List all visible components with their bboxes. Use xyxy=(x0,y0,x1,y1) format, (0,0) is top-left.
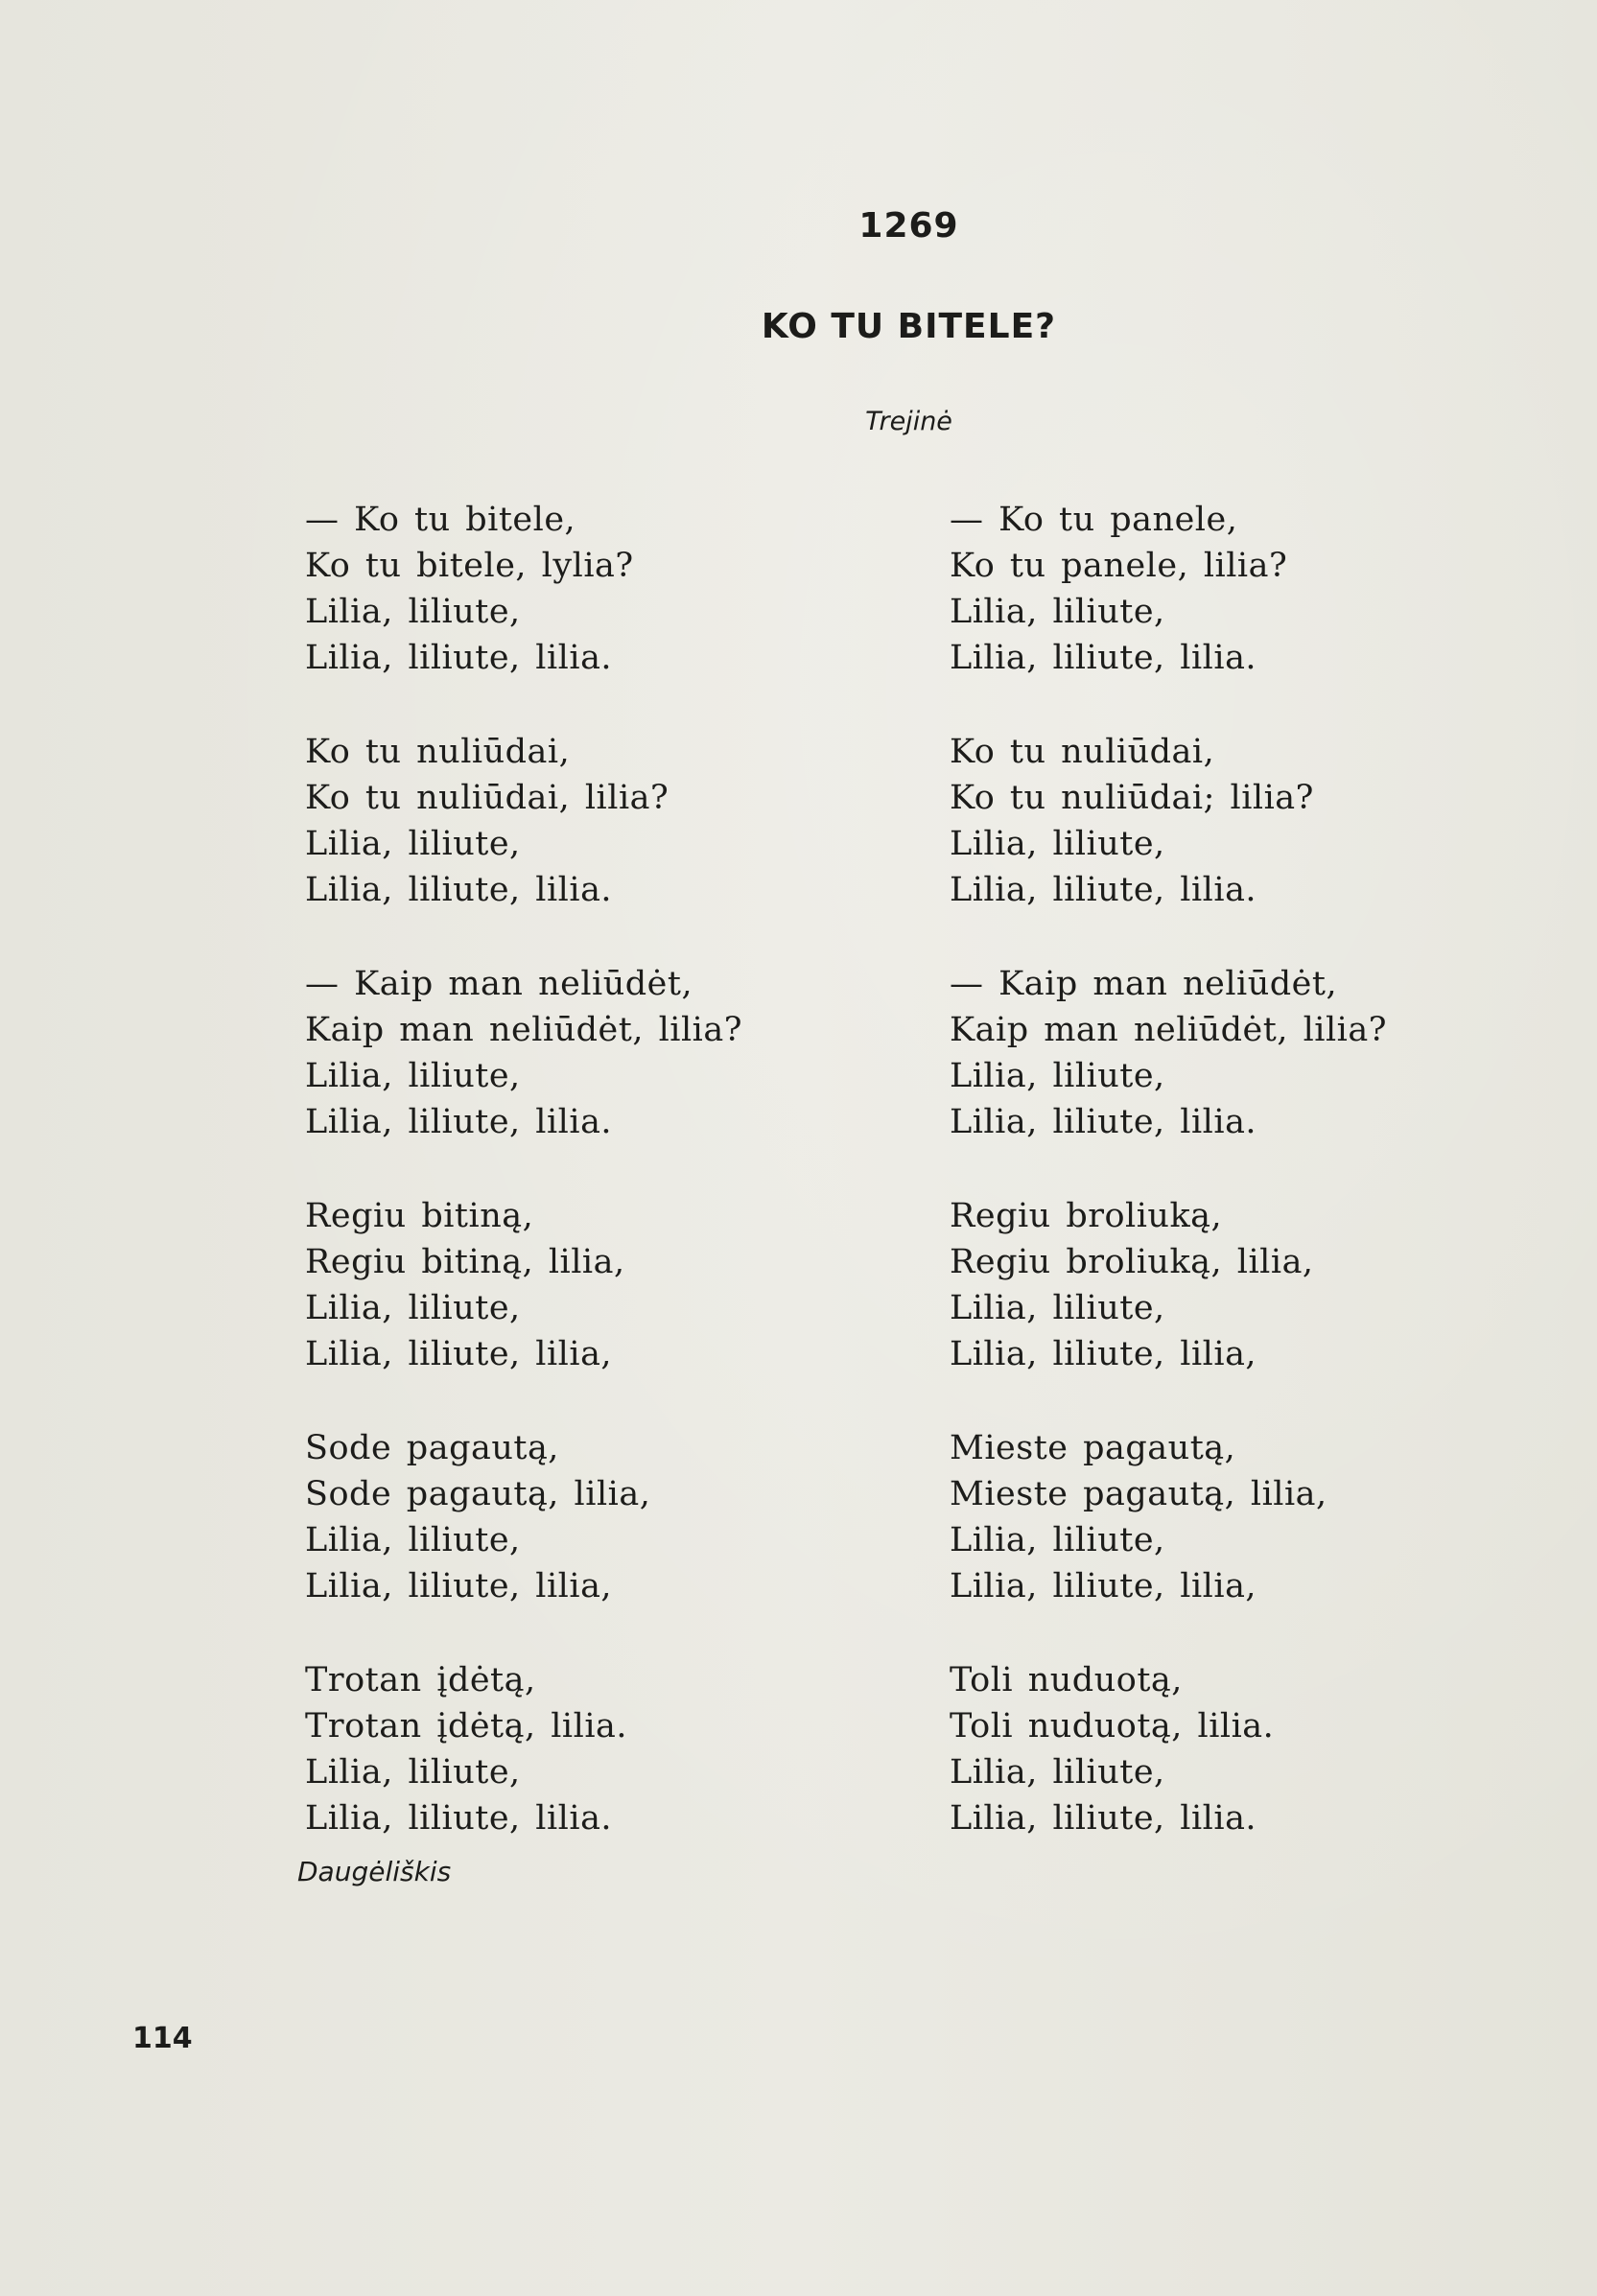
lyric-line: Kaip man neliūdėt, lilia? xyxy=(950,1011,1387,1049)
song-number: 1269 xyxy=(858,206,959,246)
lyric-line: Lilia, liliute, xyxy=(305,1753,521,1792)
lyrics-column-right xyxy=(950,497,1487,1889)
lyric-line: — Kaip man neliūdėt, xyxy=(305,965,693,1003)
lyric-line: Lilia, liliute, lilia. xyxy=(950,639,1257,677)
lyric-line: Lilia, liliute, lilia. xyxy=(305,639,613,677)
lyric-line: Lilia, liliute, xyxy=(305,825,521,863)
lyric-line: Lilia, liliute, xyxy=(950,1753,1165,1792)
stanza xyxy=(305,729,842,961)
lyric-line: Lilia, liliute, lilia. xyxy=(305,1799,613,1838)
stanza xyxy=(305,961,842,1193)
lyric-line: Lilia, liliute, lilia, xyxy=(950,1567,1257,1605)
lyric-line: — Ko tu bitele, xyxy=(305,501,576,539)
lyric-line: Lilia, liliute, lilia. xyxy=(950,871,1257,909)
stanza xyxy=(950,1193,1487,1425)
lyric-line: Lilia, liliute, xyxy=(950,593,1165,631)
lyric-line: Regiu bitiną, xyxy=(305,1197,534,1235)
page-number: 114 xyxy=(132,2022,193,2055)
lyric-line: Regiu broliuką, xyxy=(950,1197,1223,1235)
lyric-line: Regiu broliuką, lilia, xyxy=(950,1243,1314,1281)
stanza xyxy=(305,1657,842,1889)
lyric-line: Mieste pagautą, lilia, xyxy=(950,1475,1327,1513)
lyric-line: Ko tu nuliūdai, lilia? xyxy=(305,779,669,817)
lyrics-column-left xyxy=(305,497,842,1889)
lyric-line: Lilia, liliute, xyxy=(305,593,521,631)
lyric-line: Sode pagautą, xyxy=(305,1429,559,1467)
lyric-line: Ko tu panele, lilia? xyxy=(950,547,1288,585)
lyric-line: Lilia, liliute, xyxy=(305,1521,521,1559)
lyric-line: — Ko tu panele, xyxy=(950,501,1238,539)
lyric-line: Lilia, liliute, lilia. xyxy=(950,1103,1257,1141)
song-title: KO TU BITELE? xyxy=(761,307,1057,346)
lyric-line: Trotan įdėtą, lilia. xyxy=(305,1707,628,1745)
lyric-line: Ko tu nuliūdai, xyxy=(305,733,571,771)
lyric-line: Ko tu nuliūdai, xyxy=(950,733,1215,771)
stanza xyxy=(305,1425,842,1657)
lyric-line: — Kaip man neliūdėt, xyxy=(950,965,1338,1003)
lyric-line: Toli nuduotą, xyxy=(950,1661,1183,1699)
lyric-line: Lilia, liliute, lilia. xyxy=(305,1103,613,1141)
lyric-line: Lilia, liliute, xyxy=(305,1289,521,1327)
lyric-line: Trotan įdėtą, xyxy=(305,1661,536,1699)
stanza xyxy=(950,729,1487,961)
source-location: Daugėliškis xyxy=(297,1856,452,1887)
lyric-line: Lilia, liliute, lilia. xyxy=(305,871,613,909)
lyric-line: Lilia, liliute, xyxy=(305,1057,521,1095)
lyric-line: Lilia, liliute, lilia. xyxy=(950,1799,1257,1838)
lyric-line: Kaip man neliūdėt, lilia? xyxy=(305,1011,742,1049)
stanza xyxy=(950,1657,1487,1889)
stanza xyxy=(950,1425,1487,1657)
lyric-line: Lilia, liliute, xyxy=(950,1289,1165,1327)
lyric-line: Ko tu nuliūdai; lilia? xyxy=(950,779,1314,817)
lyric-line: Ko tu bitele, lylia? xyxy=(305,547,634,585)
lyric-line: Lilia, liliute, xyxy=(950,825,1165,863)
stanza xyxy=(950,961,1487,1193)
lyric-line: Lilia, liliute, xyxy=(950,1521,1165,1559)
stanza xyxy=(305,497,842,729)
lyric-line: Toli nuduotą, lilia. xyxy=(950,1707,1275,1745)
stanza xyxy=(950,497,1487,729)
lyric-line: Lilia, liliute, lilia, xyxy=(305,1335,613,1373)
lyric-line: Lilia, liliute, xyxy=(950,1057,1165,1095)
stanza xyxy=(305,1193,842,1425)
lyric-line: Mieste pagautą, xyxy=(950,1429,1236,1467)
lyric-line: Regiu bitiną, lilia, xyxy=(305,1243,625,1281)
lyric-line: Lilia, liliute, lilia, xyxy=(305,1567,613,1605)
song-subtitle: Trejinė xyxy=(865,407,952,436)
lyric-line: Sode pagautą, lilia, xyxy=(305,1475,651,1513)
lyric-line: Lilia, liliute, lilia, xyxy=(950,1335,1257,1373)
